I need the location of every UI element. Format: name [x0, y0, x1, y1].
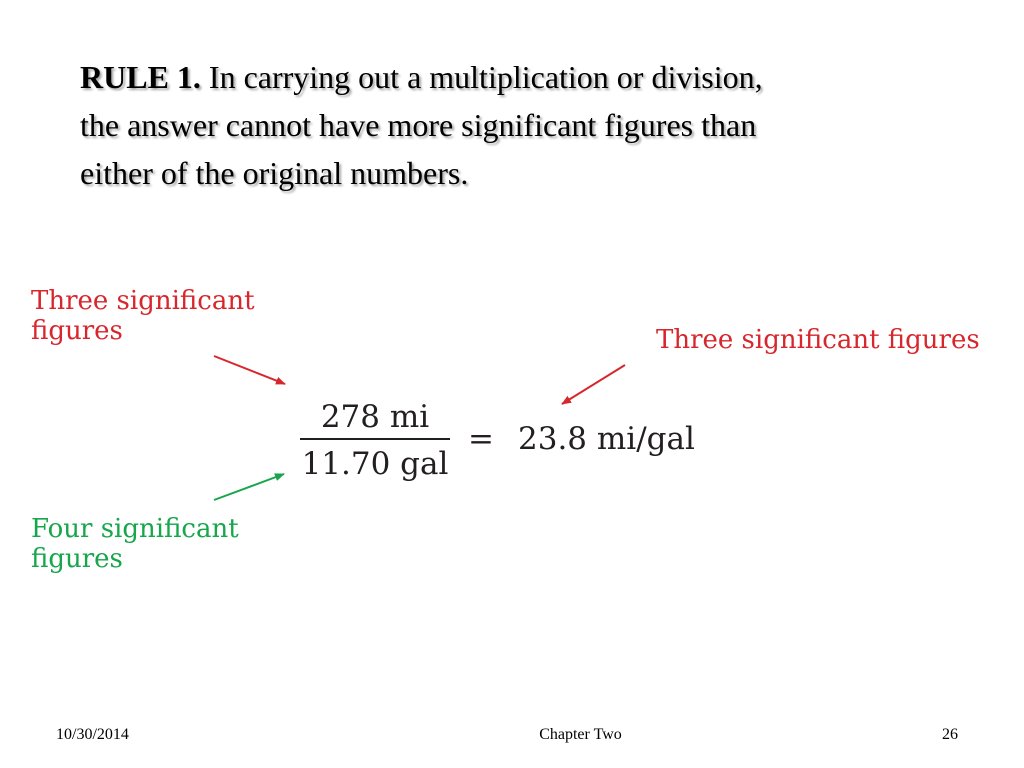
numerator: 278 mi [320, 399, 430, 435]
rule-label: RULE 1. [80, 59, 201, 95]
denominator-note-line-1: Four significant [31, 514, 239, 544]
fraction-bar [300, 438, 450, 440]
rule-line-2: the answer cannot have more significant figures than [80, 107, 757, 143]
footer-date: 10/30/2014 [56, 726, 129, 743]
fraction [300, 400, 450, 481]
denominator-arrow [214, 474, 284, 500]
rule-line-1-text: In carrying out a multiplication or division, [200, 59, 763, 95]
rule-statement [80, 53, 980, 197]
footer-page-number: 26 [942, 726, 958, 743]
result-value: 23.8 mi/gal [518, 421, 695, 457]
result-note-line: Three significant figures [656, 325, 980, 355]
denominator-sig-fig-note [31, 514, 239, 574]
numerator-arrow [214, 356, 285, 384]
result-arrow [562, 365, 625, 404]
rule-line-3: either of the original numbers. [80, 155, 469, 191]
footer-title: Chapter Two [539, 726, 622, 743]
numerator-note-line-1: Three significant [31, 286, 255, 316]
rule-line-1 [80, 53, 980, 101]
numerator-note-line-2: figures [31, 316, 123, 346]
denominator-note-line-2: figures [31, 544, 123, 574]
equals-sign: = [468, 421, 494, 457]
result-sig-fig-note [656, 325, 980, 355]
denominator: 11.70 gal [301, 446, 449, 482]
numerator-sig-fig-note [31, 286, 255, 346]
